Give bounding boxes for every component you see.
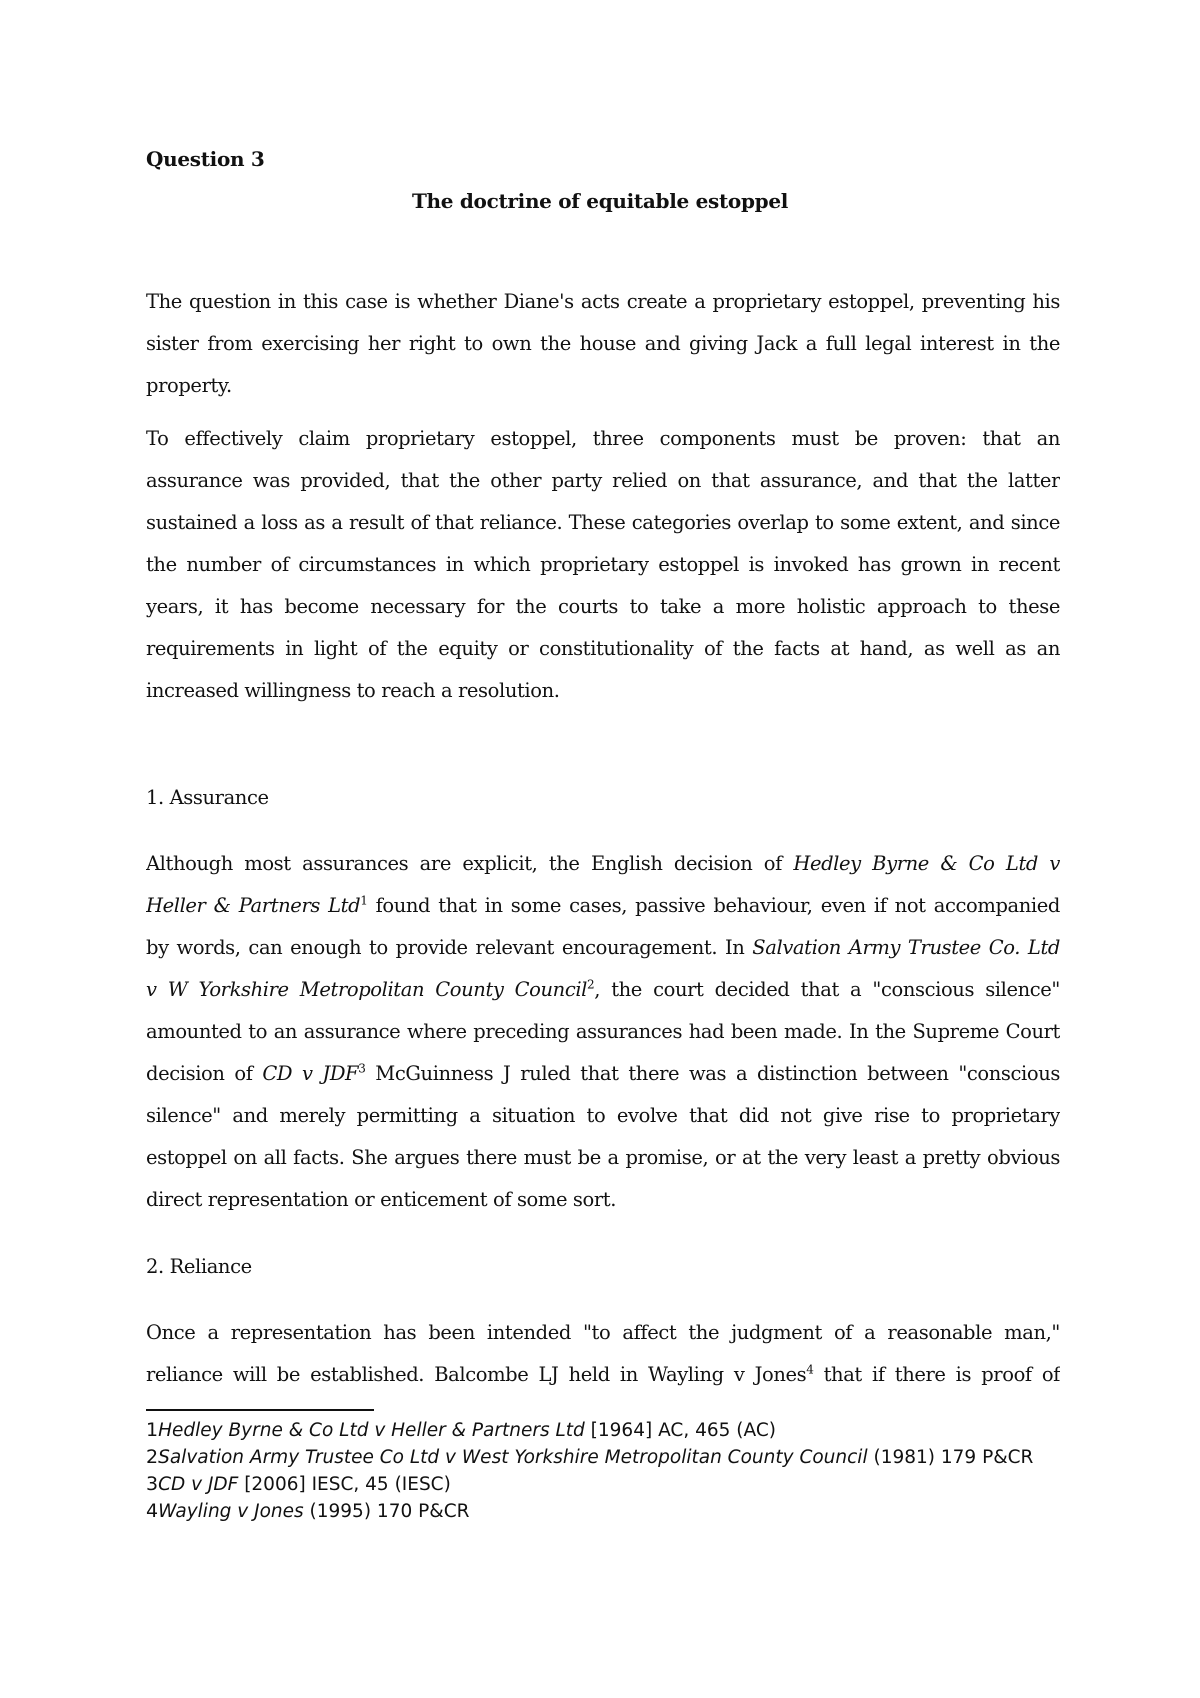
text-line: property.	[146, 374, 232, 397]
case-name: Hedley Byrne & Co Ltd v Heller & Partners Ltd	[158, 1420, 585, 1441]
footnote: 1Hedley Byrne & Co Ltd v Heller & Partners Ltd [1964] AC, 465 (AC)	[146, 1419, 776, 1441]
case-name: Salvation Army Trustee Co Ltd v West Yorkshire Metropolitan County Council	[158, 1447, 868, 1468]
text-line: assurance was provided, that the other party relied on that assurance, and that the latter	[146, 469, 1060, 492]
section-heading-assurance: 1. Assurance	[146, 786, 269, 809]
footnote: 2Salvation Army Trustee Co Ltd v West Yorkshire Metropolitan County Council (1981) 179 P&CR	[146, 1446, 1034, 1468]
footnote: 4Wayling v Jones (1995) 170 P&CR	[146, 1500, 470, 1522]
text-line: direct representation or enticement of some sort.	[146, 1188, 617, 1211]
text-line: The question in this case is whether Diane's acts create a proprietary estoppel, preventing his	[146, 290, 1060, 313]
case-name: CD v JDF	[158, 1474, 239, 1495]
case-name: v W Yorkshire Metropolitan County Council	[146, 978, 588, 1001]
case-name: Heller & Partners Ltd	[146, 894, 361, 917]
text-line: by words, can enough to provide relevant encouragement. In Salvation Army Trustee Co. Ltd	[146, 936, 1060, 959]
text-line: silence" and merely permitting a situation to evolve that did not give rise to proprietary	[146, 1104, 1060, 1127]
text-line: the number of circumstances in which proprietary estoppel is invoked has grown in recent	[146, 553, 1060, 576]
paragraph-intro	[146, 281, 1060, 407]
text-line: increased willingness to reach a resolution.	[146, 679, 560, 702]
case-name: Salvation Army Trustee Co. Ltd	[752, 936, 1060, 959]
text-line: Heller & Partners Ltd$^1$ found that in some cases, passive behaviour, even if not accompanied	[146, 893, 1060, 917]
footnote-ref: 3	[358, 1061, 366, 1076]
footnote-separator	[146, 1409, 374, 1411]
text-line: Although most assurances are explicit, the English decision of Hedley Byrne & Co Ltd v	[146, 852, 1060, 875]
paragraph-reliance	[146, 1312, 1060, 1396]
case-name: Wayling v Jones	[158, 1501, 304, 1522]
text-line: amounted to an assurance where preceding assurances had been made. In the Supreme Court	[146, 1020, 1060, 1043]
text-line: To effectively claim proprietary estoppel, three components must be proven: that an	[146, 427, 1060, 450]
section-heading-reliance: 2. Reliance	[146, 1255, 252, 1278]
text-line: reliance will be established. Balcombe LJ held in Wayling v Jones$^4$ that if there is proof of	[146, 1362, 1060, 1386]
text-line: decision of CD v JDF$^3$ McGuinness J ruled that there was a distinction between "conscious	[146, 1061, 1060, 1085]
footnote-ref: 1	[360, 893, 368, 908]
case-name: Hedley Byrne & Co Ltd v	[793, 852, 1060, 875]
text-line: requirements in light of the equity or constitutionality of the facts at hand, as well as an	[146, 637, 1060, 660]
text-line: Once a representation has been intended "to affect the judgment of a reasonable man,"	[146, 1321, 1060, 1344]
paragraph-assurance	[146, 843, 1060, 1221]
document-title: The doctrine of equitable estoppel	[411, 189, 789, 213]
footnote: 3CD v JDF [2006] IESC, 45 (IESC)	[146, 1473, 451, 1495]
question-label: Question 3	[146, 147, 265, 171]
text-line: years, it has become necessary for the courts to take a more holistic approach to these	[146, 595, 1060, 618]
footnote-ref: 2	[587, 977, 595, 992]
text-line: sustained a loss as a result of that reliance. These categories overlap to some extent, and since	[146, 511, 1060, 534]
text-line: sister from exercising her right to own the house and giving Jack a full legal interest in the	[146, 332, 1060, 355]
paragraph-requirements	[146, 418, 1060, 712]
case-name: CD v JDF	[262, 1062, 359, 1085]
text-line: v W Yorkshire Metropolitan County Council$^2$, the court decided that a "conscious silence"	[146, 977, 1060, 1001]
footnote-ref: 4	[806, 1362, 814, 1377]
text-line: estoppel on all facts. She argues there must be a promise, or at the very least a pretty obvious	[146, 1146, 1060, 1169]
footnotes	[146, 1417, 1066, 1525]
